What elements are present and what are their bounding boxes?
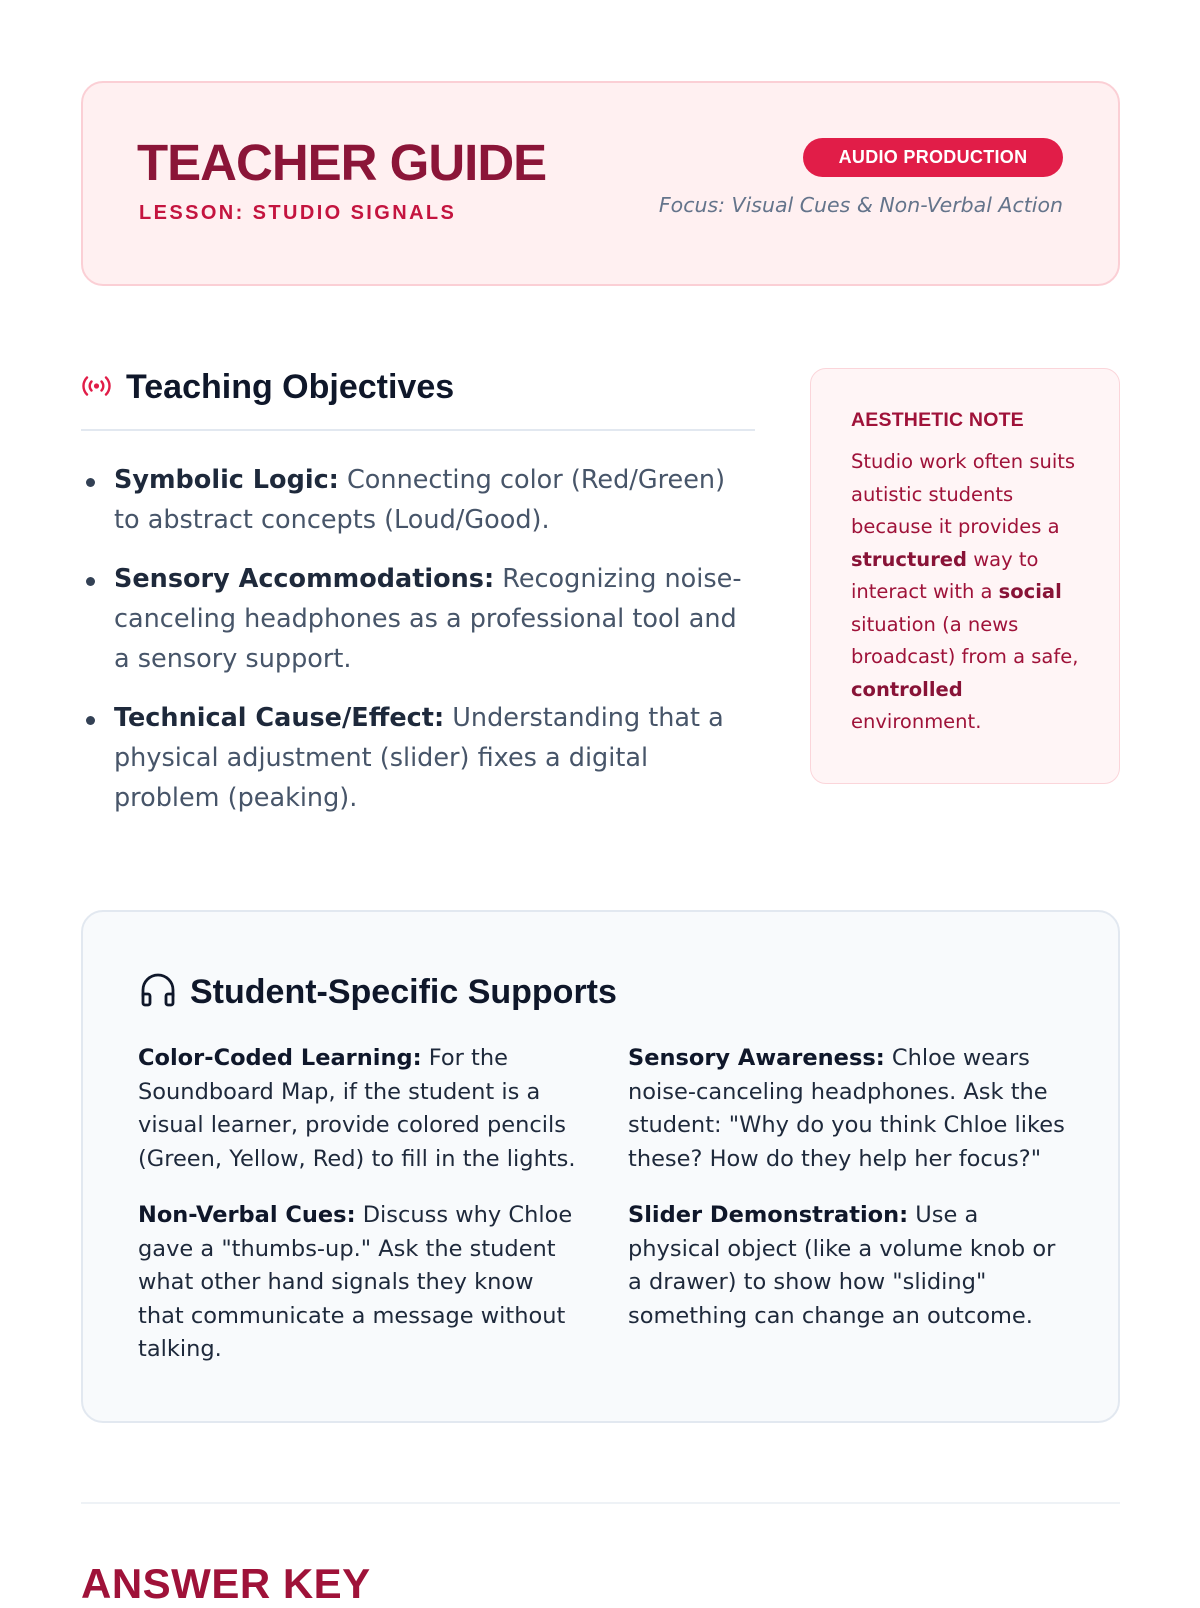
- list-item: [81, 559, 755, 679]
- support-item: [628, 1199, 1068, 1367]
- supports-grid: [138, 1042, 1063, 1367]
- support-item: [138, 1199, 578, 1367]
- objectives-list: [81, 460, 755, 818]
- objective-text: Connecting color (Red/Green) to abstract concepts (Loud/Good).: [114, 465, 726, 535]
- guide-header: [81, 81, 1120, 286]
- objectives-divider: [81, 429, 755, 431]
- list-item: [81, 698, 755, 818]
- aesthetic-note-card: [810, 368, 1120, 784]
- note-text: Studio work often suits autistic students because it provides a: [851, 450, 1076, 538]
- support-text: For the Soundboard Map, if the student is a visual learner, provide colored pencils (Green, Yellow, Red) to fill in the lights.: [138, 1045, 576, 1172]
- support-text: Chloe wears noise-canceling headphones. Ask the student: "Why do you think Chloe likes these? How do they help her focus?": [628, 1045, 1065, 1172]
- support-text: Discuss why Chloe gave a "thumbs-up." Ask the student what other hand signals they know that communicate a message without talking.: [138, 1202, 573, 1362]
- section-divider: [81, 1502, 1120, 1504]
- page-title: TEACHER GUIDE: [137, 134, 547, 191]
- objective-term: Sensory Accommodations:: [114, 564, 495, 594]
- note-text: way to interact with a: [851, 547, 1039, 603]
- support-item: [138, 1042, 578, 1176]
- support-term: Sensory Awareness:: [628, 1045, 885, 1071]
- objective-term: Technical Cause/Effect:: [114, 703, 445, 733]
- support-item: [628, 1042, 1068, 1176]
- objective-text: Recognizing noise-canceling headphones as a professional tool and a sensory support.: [114, 564, 742, 674]
- headphones-icon: [138, 972, 178, 1012]
- note-text: environment.: [851, 710, 982, 733]
- aesthetic-note-text: [851, 446, 1079, 739]
- subject-badge: AUDIO PRODUCTION: [803, 138, 1063, 177]
- support-term: Non-Verbal Cues:: [138, 1202, 356, 1228]
- support-term: Color-Coded Learning:: [138, 1045, 422, 1071]
- objectives-title: Teaching Objectives: [126, 368, 455, 406]
- note-emphasis: social: [998, 580, 1062, 603]
- objectives-heading: [81, 368, 755, 407]
- note-text: situation (a news broadcast) from a safe,: [851, 612, 1079, 668]
- support-term: Slider Demonstration:: [628, 1202, 909, 1228]
- objective-term: Symbolic Logic:: [114, 465, 339, 495]
- student-supports-card: [81, 910, 1120, 1423]
- list-item: [81, 460, 755, 540]
- objective-text: Understanding that a physical adjustment (slider) fixes a digital problem (peaking).: [114, 703, 724, 813]
- supports-title: Student-Specific Supports: [190, 972, 617, 1011]
- lesson-subtitle: LESSON: STUDIO SIGNALS: [139, 202, 457, 224]
- note-emphasis: structured: [851, 547, 967, 571]
- note-emphasis: controlled: [851, 677, 963, 701]
- answer-key-heading: ANSWER KEY: [81, 1560, 371, 1607]
- broadcast-icon: [81, 375, 112, 401]
- support-text: Use a physical object (like a volume knob or a drawer) to show how "sliding" something can change an outcome.: [628, 1202, 1056, 1329]
- focus-line: Focus: Visual Cues & Non-Verbal Action: [658, 193, 1063, 217]
- teaching-objectives-section: [81, 368, 755, 837]
- aesthetic-note-label: AESTHETIC NOTE: [851, 409, 1024, 431]
- supports-heading: [138, 972, 1063, 1012]
